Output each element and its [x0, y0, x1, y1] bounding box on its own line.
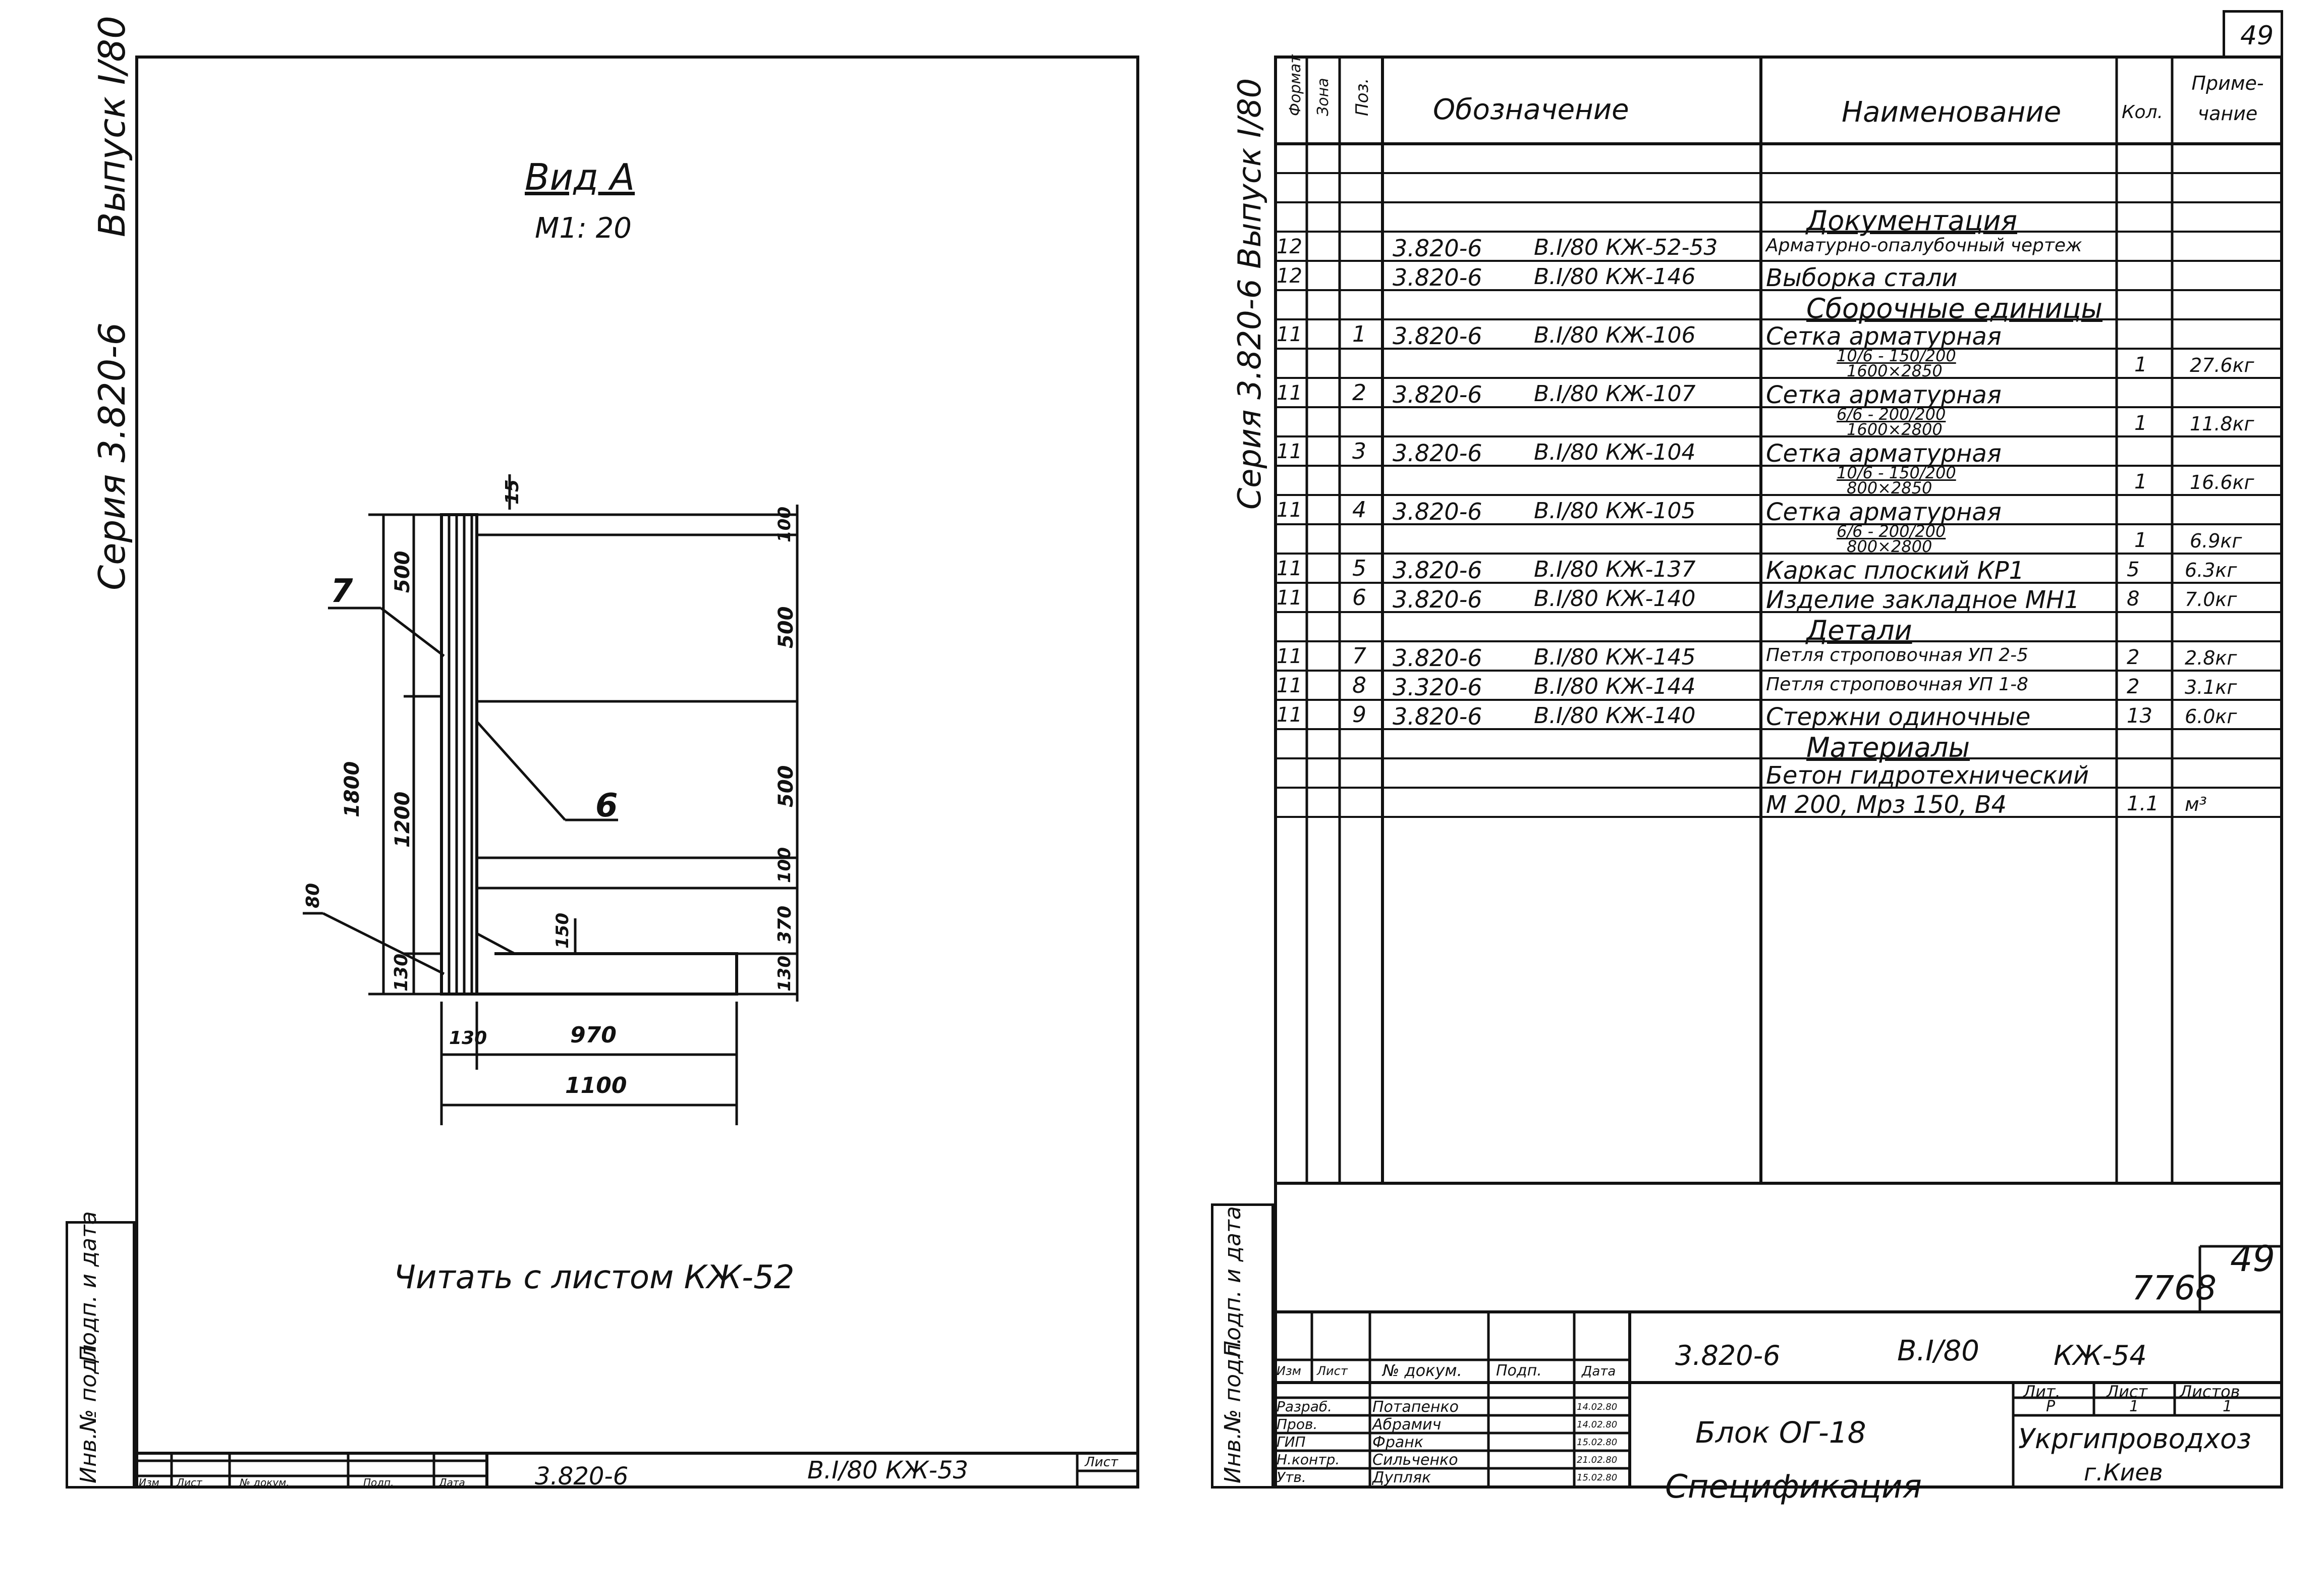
spec-row-note: 16.6кг — [2190, 471, 2254, 493]
dim-1200: 1200 — [391, 791, 414, 848]
stamp-person-name: Сильченко — [1372, 1451, 1458, 1469]
left-side-series: Серия 3.820-6 — [91, 322, 133, 590]
stamp-sheet-code: КЖ-54 — [2054, 1340, 2147, 1371]
spec-row-note: 6.3кг — [2185, 559, 2237, 581]
dim-100-b: 100 — [774, 847, 795, 883]
left-margin-label-inv: Инв.№ подл. — [76, 1337, 101, 1483]
stamp-title-2: Спецификация — [1665, 1468, 1922, 1506]
spec-row-pos: 2 — [1352, 380, 1366, 406]
left-stamp-code: 3.820-6 — [535, 1462, 629, 1491]
spec-row-pos: 9 — [1352, 702, 1366, 728]
stamp-sheet-label: Лист — [2107, 1382, 2148, 1401]
spec-row-qty: 1.1 — [2127, 792, 2159, 815]
spec-row-sheet: В.I/80 КЖ-105 — [1534, 498, 1696, 524]
spec-row-name: Выборка стали — [1766, 264, 1958, 292]
spec-row-frac-den: 1600×2850 — [1847, 361, 1943, 380]
dim-370: 370 — [774, 905, 795, 944]
spec-row-note: 7.0кг — [2185, 588, 2237, 611]
spec-row-name: М 200, Мрз 150, В4 — [1766, 791, 2007, 819]
spec-row-qty: 5 — [2127, 558, 2140, 581]
stamp-lit: Р — [2046, 1398, 2056, 1415]
stamp-person-date: 15.02.80 — [1577, 1437, 1618, 1448]
stamp-issue: В.I/80 — [1897, 1335, 1979, 1367]
spec-row-code: 3.820-6 — [1393, 703, 1482, 730]
spec-row-format: 11 — [1277, 645, 1302, 668]
stamp-number: 7768 — [2132, 1269, 2217, 1307]
spec-row-name: Сетка арматурная — [1766, 322, 2002, 351]
col-header-note: Приме-чание — [2191, 72, 2264, 125]
callout-7: 7 — [330, 573, 353, 610]
right-margin-label-inv: Инв.№ подл. — [1220, 1337, 1246, 1483]
spec-row-note: 3.1кг — [2185, 676, 2237, 698]
spec-row-format: 11 — [1277, 440, 1302, 463]
stamp-person-date: 14.02.80 — [1577, 1402, 1618, 1412]
stamp-person-date: 21.02.80 — [1577, 1455, 1618, 1465]
spec-row-qty: 1 — [2134, 412, 2147, 435]
left-margin-label-sign: Подп. и дата — [76, 1211, 101, 1362]
page-corner-number: 49 — [2240, 21, 2274, 51]
spec-row-format: 11 — [1277, 557, 1302, 580]
spec-row-pos: 6 — [1352, 585, 1366, 611]
spec-section-title: Детали — [1806, 615, 1912, 646]
dim-100-a: 100 — [774, 507, 795, 542]
spec-row-format: 11 — [1277, 323, 1302, 346]
spec-row-format: 12 — [1277, 235, 1302, 258]
read-with-sheet-note: Читать с листом КЖ-52 — [394, 1259, 795, 1296]
spec-row-qty: 1 — [2134, 470, 2147, 493]
dim-1100: 1100 — [565, 1073, 627, 1098]
col-header-qty: Кол. — [2122, 102, 2164, 123]
spec-row-pos: 8 — [1352, 673, 1366, 698]
spec-row-code: 3.820-6 — [1393, 557, 1482, 584]
left-stamp-sheet-label: Лист — [1085, 1455, 1118, 1470]
dim-130-right: 130 — [774, 956, 795, 992]
stamp-person-role: Утв. — [1277, 1469, 1306, 1485]
dim-130-horizontal: 130 — [449, 1028, 487, 1049]
stamp-person-name: Франк — [1372, 1434, 1423, 1451]
stamp-lit-label: Лит. — [2023, 1382, 2061, 1401]
spec-row-pos: 1 — [1352, 321, 1366, 347]
spec-row-name: Петля строповочная УП 2-5 — [1766, 645, 2028, 666]
spec-row-note: 11.8кг — [2190, 413, 2254, 435]
spec-row-code: 3.820-6 — [1393, 498, 1482, 525]
stamp-city: г.Киев — [2084, 1459, 2163, 1486]
spec-row-sheet: В.I/80 КЖ-146 — [1534, 264, 1696, 290]
dim-500-r1: 500 — [774, 606, 798, 648]
stamp-person-role: Пров. — [1277, 1416, 1318, 1433]
dim-1800: 1800 — [341, 761, 364, 817]
stamp-header-list: Лист — [1317, 1364, 1348, 1378]
spec-row-format: 11 — [1277, 499, 1302, 522]
spec-row-format: 11 — [1277, 703, 1302, 727]
left-stamp-header-date: Дата — [439, 1476, 465, 1489]
stamp-sheet: 1 — [2129, 1398, 2139, 1415]
col-header-zone: Зона — [1314, 78, 1332, 116]
stamp-sheets-label: Листов — [2180, 1382, 2240, 1401]
spec-row-name: Бетон гидротехнический — [1766, 761, 2089, 790]
stamp-person-name: Дупляк — [1372, 1469, 1431, 1487]
spec-row-pos: 3 — [1352, 438, 1366, 464]
dim-970: 970 — [570, 1022, 617, 1048]
spec-row-note: 6.0кг — [2185, 705, 2237, 728]
left-stamp-header-sign: Подп. — [363, 1476, 394, 1489]
spec-row-name: Петля строповочная УП 1-8 — [1766, 674, 2028, 695]
callout-80: 80 — [303, 883, 323, 908]
spec-row-code: 3.820-6 — [1393, 322, 1482, 350]
stamp-org: Укргипроводхоз — [2018, 1423, 2251, 1455]
spec-row-format: 11 — [1277, 586, 1302, 610]
spec-row-sheet: В.I/80 КЖ-104 — [1534, 439, 1696, 465]
spec-row-qty: 1 — [2134, 529, 2147, 552]
spec-row-sheet: В.I/80 КЖ-144 — [1534, 674, 1696, 699]
dim-130-bottom: 130 — [391, 953, 412, 992]
stamp-person-date: 15.02.80 — [1577, 1472, 1618, 1483]
right-side-series: Серия 3.820-6 Выпуск I/80 — [1231, 78, 1268, 510]
stamp-person-role: ГИП — [1277, 1434, 1306, 1450]
spec-row-frac-den: 1600×2800 — [1847, 420, 1943, 439]
spec-row-code: 3.820-6 — [1393, 381, 1482, 408]
spec-row-sheet: В.I/80 КЖ-107 — [1534, 381, 1696, 407]
stamp-header-sign: Подп. — [1496, 1362, 1542, 1380]
left-stamp-header-izm: Изм — [139, 1476, 159, 1489]
stamp-header-date: Дата — [1582, 1364, 1616, 1379]
stamp-person-name: Абрамич — [1372, 1416, 1442, 1434]
left-stamp-header-doc: № докум. — [240, 1476, 290, 1489]
spec-row-format: 11 — [1277, 674, 1302, 697]
spec-row-name: Сетка арматурная — [1766, 439, 2002, 468]
spec-row-qty: 2 — [2127, 675, 2140, 698]
stamp-header-doc: № докум. — [1382, 1361, 1462, 1380]
dim-15: 15 — [502, 479, 523, 505]
stamp-title-1: Блок ОГ-18 — [1695, 1415, 1866, 1450]
spec-row-code: 3.820-6 — [1393, 586, 1482, 613]
spec-row-pos: 7 — [1352, 643, 1366, 669]
col-header-pos: Поз. — [1352, 78, 1372, 116]
spec-row-code: 3.820-6 — [1393, 235, 1482, 262]
left-stamp-sheet-code: В.I/80 КЖ-53 — [807, 1456, 969, 1484]
spec-row-code: 3.820-6 — [1393, 644, 1482, 672]
stamp-handwritten-49: 49 — [2230, 1238, 2276, 1280]
left-stamp-header-list: Лист — [177, 1476, 202, 1489]
stamp-code: 3.820-6 — [1675, 1340, 1781, 1371]
spec-row-sheet: В.I/80 КЖ-140 — [1534, 703, 1696, 729]
right-margin-label-sign: Подп. и дата — [1220, 1206, 1246, 1357]
spec-row-code: 3.320-6 — [1393, 674, 1482, 701]
spec-row-name: Сетка арматурная — [1766, 498, 2002, 526]
spec-row-qty: 8 — [2127, 587, 2140, 611]
spec-row-pos: 4 — [1352, 497, 1366, 523]
spec-row-note: 2.8кг — [2185, 647, 2237, 669]
stamp-person-role: Разраб. — [1277, 1398, 1333, 1415]
spec-row-name: Арматурно-опалубочный чертеж — [1766, 235, 2082, 256]
callout-6: 6 — [595, 787, 618, 824]
spec-row-frac-num: 10/6 - 150/200 — [1837, 463, 1956, 482]
stamp-person-role: Н.контр. — [1277, 1451, 1340, 1468]
spec-row-sheet: В.I/80 КЖ-106 — [1534, 322, 1696, 348]
spec-row-frac-den: 800×2850 — [1847, 478, 1932, 498]
spec-row-sheet: В.I/80 КЖ-52-53 — [1534, 235, 1718, 260]
spec-row-note: 6.9кг — [2190, 530, 2242, 552]
col-header-format: Формат — [1287, 54, 1304, 116]
spec-row-qty: 1 — [2134, 353, 2147, 376]
spec-row-format: 12 — [1277, 264, 1302, 288]
spec-row-frac-num: 6/6 - 200/200 — [1837, 522, 1946, 541]
dim-500-top: 500 — [391, 551, 414, 593]
dim-500-r2: 500 — [774, 765, 798, 807]
left-side-issue: Выпуск I/80 — [91, 16, 133, 237]
col-header-name: Наименование — [1842, 96, 2062, 129]
spec-row-frac-num: 10/6 - 150/200 — [1837, 346, 1956, 365]
col-header-designation: Обозначение — [1433, 93, 1629, 126]
spec-row-format: 11 — [1277, 381, 1302, 405]
spec-row-name: Сетка арматурная — [1766, 381, 2002, 409]
dim-150: 150 — [552, 913, 573, 949]
stamp-sheets: 1 — [2223, 1398, 2233, 1415]
spec-row-code: 3.820-6 — [1393, 439, 1482, 467]
spec-section-title: Документация — [1806, 205, 2017, 237]
spec-row-sheet: В.I/80 КЖ-140 — [1534, 586, 1696, 612]
spec-row-frac-den: 800×2800 — [1847, 537, 1932, 556]
spec-row-name: Стержни одиночные — [1766, 703, 2031, 731]
spec-row-pos: 5 — [1352, 556, 1366, 581]
spec-row-code: 3.820-6 — [1393, 264, 1482, 291]
spec-row-frac-num: 6/6 - 200/200 — [1837, 405, 1946, 424]
stamp-person-name: Потапенко — [1372, 1398, 1459, 1416]
spec-row-note: 27.6кг — [2190, 354, 2254, 376]
spec-row-sheet: В.I/80 КЖ-137 — [1534, 557, 1696, 582]
spec-section-title: Сборочные единицы — [1806, 293, 2103, 324]
spec-row-sheet: В.I/80 КЖ-145 — [1534, 644, 1696, 670]
stamp-header-izm: Изм — [1277, 1364, 1301, 1378]
view-scale: М1: 20 — [535, 212, 632, 245]
spec-row-qty: 2 — [2127, 646, 2140, 669]
spec-section-title: Материалы — [1806, 732, 1970, 763]
spec-row-name: Каркас плоский КР1 — [1766, 557, 2025, 585]
spec-row-note: м³ — [2185, 793, 2207, 815]
spec-row-name: Изделие закладное МН1 — [1766, 586, 2080, 614]
spec-row-qty: 13 — [2127, 704, 2152, 728]
view-title: Вид А — [525, 156, 635, 198]
stamp-person-date: 14.02.80 — [1577, 1419, 1618, 1430]
